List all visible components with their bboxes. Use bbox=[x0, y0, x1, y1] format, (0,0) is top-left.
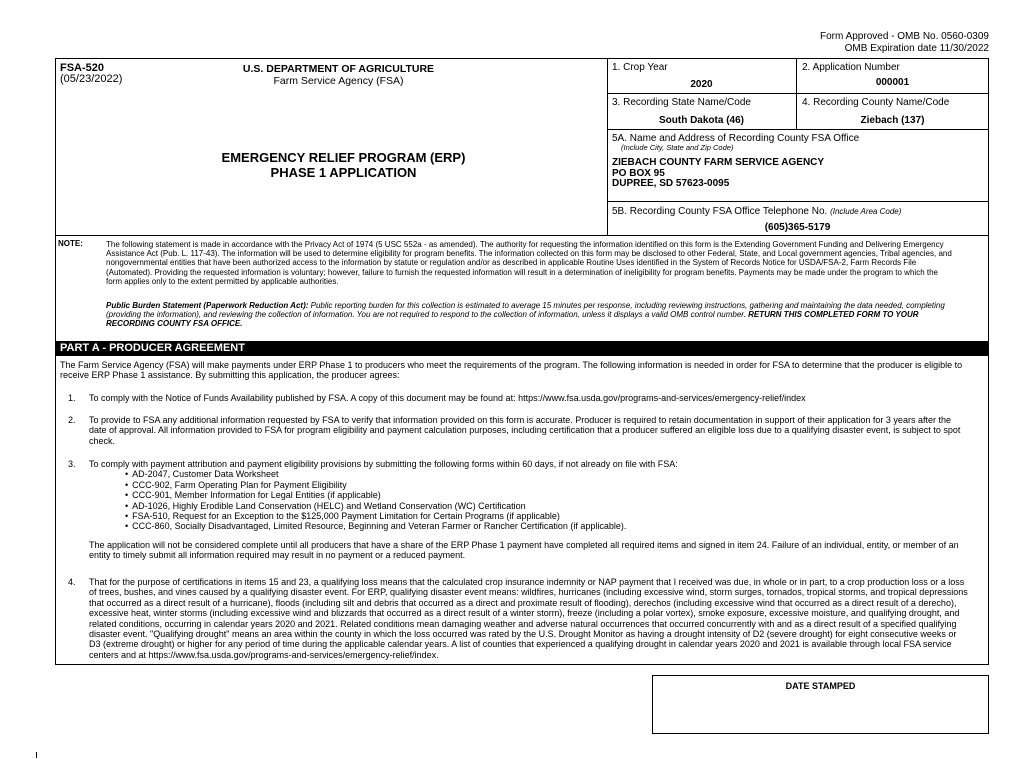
date-stamped-label: DATE STAMPED bbox=[785, 681, 856, 691]
county-office-address bbox=[612, 158, 824, 190]
burden-return: RETURN THIS COMPLETED FORM TO YOUR RECORDING COUNTY FSA OFFICE. bbox=[106, 310, 919, 329]
agency-name: Farm Service Agency (FSA) bbox=[273, 75, 404, 87]
item-text bbox=[89, 459, 969, 561]
part-a-heading: PART A - PRODUCER AGREEMENT bbox=[56, 341, 988, 356]
office-phone-field[interactable] bbox=[607, 202, 988, 235]
list-item: • FSA-510, Request for an Exception to the $125,000 Payment Limitation for Certain Programs (if applicable) bbox=[125, 511, 969, 521]
list-item: • CCC-902, Farm Operating Plan for Payment Eligibility bbox=[125, 480, 969, 490]
part-a-intro: The Farm Service Agency (FSA) will make payments under ERP Phase 1 to producers who meet the requirements of the program. The following information is needed in order for FSA to determine that the producer is eligible to receive ERP Phase 1 assistance. By submitting this application, the producer agrees: bbox=[60, 360, 963, 381]
public-burden-statement bbox=[106, 301, 954, 329]
list-item: • AD-2047, Customer Data Worksheet bbox=[125, 469, 969, 479]
note-label: NOTE: bbox=[58, 239, 83, 248]
office-line-2: PO BOX 95 bbox=[612, 167, 665, 179]
crop-year-field[interactable] bbox=[607, 59, 797, 94]
date-stamped-box bbox=[652, 675, 989, 734]
item-text: To provide to FSA any additional information requested by FSA to verify that information provided on this form is accurate. Producer is required to retain documentation in support of their application for 3 years after the date of approval. All information provided to FSA for program eligibility and payment calculation purposes, including certification that a producer suffered an eligible loss due to a qualifying disaster event, is subject to spot check. bbox=[89, 415, 961, 446]
recording-state-label: 3. Recording State Name/Code bbox=[612, 97, 751, 108]
application-number-label: 2. Application Number bbox=[802, 62, 900, 73]
omb-number: Form Approved - OMB No. 0560-0309 bbox=[820, 31, 989, 42]
form-identity bbox=[56, 59, 608, 235]
title-line-1: EMERGENCY RELIEF PROGRAM (ERP) bbox=[221, 150, 466, 165]
item-number: 2. bbox=[68, 415, 76, 425]
item-3-note: The application will not be considered complete until all producers that have a share of the ERP Phase 1 payment have completed all required items and signed in item 24. Failure of an individual, entity, or member of an entity to timely submit all information required may result in no payment or a reduced payment. bbox=[89, 539, 959, 561]
recording-county-label: 4. Recording County Name/Code bbox=[802, 97, 950, 108]
form-title bbox=[176, 150, 511, 180]
form-header bbox=[56, 59, 988, 236]
item-number: 1. bbox=[68, 393, 76, 403]
page-mark bbox=[36, 752, 37, 758]
list-item: • CCC-860, Socially Disadvantaged, Limited Resource, Beginning and Veteran Farmer or Rancher Certification (if applicable). bbox=[125, 521, 969, 531]
burden-text: Public reporting burden for this collection is estimated to average 15 minutes per response, including reviewing instructions, gathering and maintaining the data needed, completing (providing the information), and reviewing the collection of information. You are not required to respond to the collection of information, unless it displays a valid OMB control number. bbox=[106, 301, 945, 320]
crop-year-label: 1. Crop Year bbox=[612, 62, 668, 73]
title-line-2: PHASE 1 APPLICATION bbox=[270, 165, 417, 180]
list-item: • AD-1026, Highly Erodible Land Conservation (HELC) and Wetland Conservation (WC) Certification bbox=[125, 501, 969, 511]
form-date: (05/23/2022) bbox=[60, 73, 123, 85]
office-phone-label-text: 5B. Recording County FSA Office Telephone No. bbox=[612, 206, 828, 217]
application-number-value: 000001 bbox=[875, 77, 910, 88]
recording-county-field[interactable] bbox=[797, 94, 988, 130]
omb-expiration: OMB Expiration date 11/30/2022 bbox=[844, 42, 989, 54]
application-number-field[interactable] bbox=[797, 59, 988, 94]
item-number: 3. bbox=[68, 459, 76, 469]
crop-year-value: 2020 bbox=[690, 79, 713, 90]
recording-state-value: South Dakota (46) bbox=[658, 115, 744, 126]
office-phone-sub: (Include Area Code) bbox=[830, 207, 902, 216]
privacy-note bbox=[56, 237, 988, 341]
agency-block bbox=[216, 63, 461, 87]
office-line-1: ZIEBACH COUNTY FARM SERVICE AGENCY bbox=[612, 157, 825, 168]
privacy-act-text: The following statement is made in accordance with the Privacy Act of 1974 (5 USC 552a - as amended). The authority for requesting the information identified on this form is the Extending Government Funding and Delivering Emergency Assistance Act (Pub. L. 117-43). The information will be used to determine eligibility for program benefits. The information collected on this form may be disclosed to other Federal, State, and Local government agencies, Tribal agencies, and nongovernmental entities that have been authorized access to the information by statute or regulation and/or as described in applicable Routine Uses identified in the System of Records Notice for USDA/FSA-2, Farm Records File (Automated). Providing the requested information is voluntary; however, failure to furnish the requested information will result in a determination of ineligibility for program benefits. Payments may be made under the program to which the form applies only to the extent permitted by applicable authorities. bbox=[106, 240, 952, 286]
office-phone-value: (605)365-5179 bbox=[764, 222, 831, 233]
item-text: That for the purpose of certifications in items 15 and 23, a qualifying loss means that the calculated crop insurance indemnity or NAP payment that I received was due, in whole or in part, to a crop production loss or a loss of trees, bushes, and vines caused by a qualifying disaster event. For ERP, qualifying disaster event means: wildfires, hurricanes (including excessive wind, storm surges, tornados, tropical storms, and tropical depressions that occurred as a direct result of a hurricane), floods (including silt and debris that occurred as a direct and proximate result of flooding), derechos (including excessive wind that occurred as a direct result of a derecho), excessive heat, winter storms (including excessive wind and blizzards that occurred as a direct result of a winter storm), freeze (including a polar vortex), smoke exposure, excessive moisture, and qualifying drought, and related conditions, occurring in calendar years 2020 and 2021. Related conditions mean damaging weather and adverse natural occurrences that occurred concurrently with and as a direct result of a specified qualifying disaster event. "Qualifying drought" means an area within the county in which the loss occurred was rated by the U.S. Drought Monitor as having a drought intensity of D2 (severe drought) for eight consecutive weeks or D3 (extreme drought) or higher for any period of time during the applicable calendar years. A list of counties that experienced a qualifying drought in calendar years 2020 and 2021 is available through local FSA service centers and at https://www.fsa.usda.gov/programs-and-services/emergency-relief/index. bbox=[89, 577, 968, 660]
recording-state-field[interactable] bbox=[607, 94, 797, 130]
office-phone-label bbox=[612, 206, 901, 217]
county-office-label: 5A. Name and Address of Recording County FSA Office bbox=[612, 133, 860, 144]
required-forms-list bbox=[89, 469, 969, 531]
county-office-field[interactable] bbox=[607, 130, 988, 202]
list-item: • CCC-901, Member Information for Legal Entities (if applicable) bbox=[125, 490, 969, 500]
county-office-sub: (Include City, State and Zip Code) bbox=[621, 143, 734, 152]
form-number: FSA-520 bbox=[60, 62, 105, 74]
form-frame bbox=[55, 58, 989, 665]
burden-title: Public Burden Statement (Paperwork Reduction Act): bbox=[106, 301, 309, 310]
recording-county-value: Ziebach (137) bbox=[860, 115, 925, 126]
item-text: To comply with the Notice of Funds Availability published by FSA. A copy of this document may be found at: https://www.fsa.usda.gov/programs-and-services/emergency-relief/index bbox=[89, 393, 806, 403]
office-line-3: DUPREE, SD 57623-0095 bbox=[612, 178, 730, 189]
item-3-text: To comply with payment attribution and payment eligibility provisions by submitting the following forms within 60 days, if not already on file with FSA: bbox=[89, 459, 678, 469]
department-name: U.S. DEPARTMENT OF AGRICULTURE bbox=[242, 63, 435, 75]
item-number: 4. bbox=[68, 577, 76, 587]
omb-approval bbox=[820, 31, 989, 54]
